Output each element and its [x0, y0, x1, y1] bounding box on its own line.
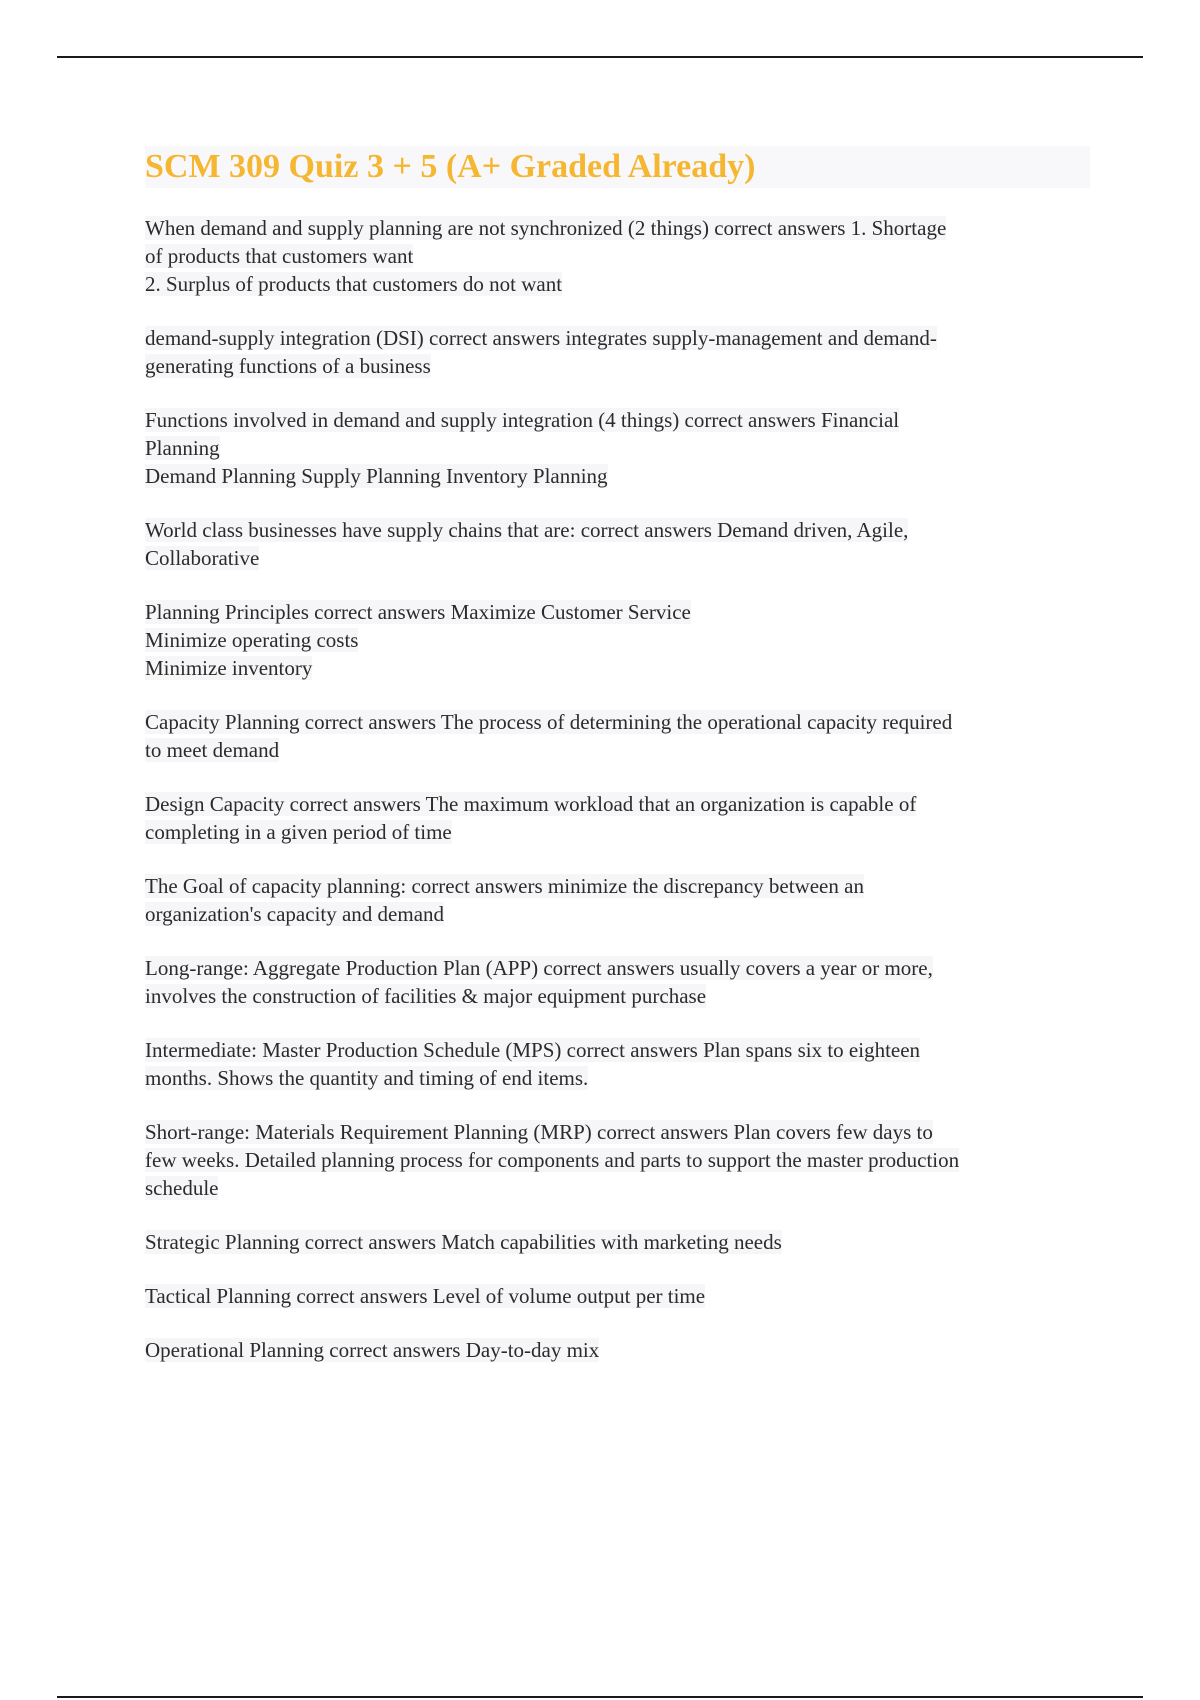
qa-line — [145, 1228, 1090, 1256]
qa-line — [145, 242, 1090, 270]
qa-line-text: Collaborative — [145, 546, 260, 570]
qa-line — [145, 324, 1090, 352]
qa-line — [145, 1118, 1090, 1146]
qa-line-text: few weeks. Detailed planning process for components and parts to support the master production — [145, 1148, 960, 1172]
qa-line — [145, 352, 1090, 380]
qa-line — [145, 434, 1090, 462]
qa-line-text: Functions involved in demand and supply integration (4 things) correct answers Financial — [145, 408, 900, 432]
qa-line-text: The Goal of capacity planning: correct answers minimize the discrepancy between an — [145, 874, 864, 898]
qa-line-text: Intermediate: Master Production Schedule (MPS) correct answers Plan spans six to eighteen — [145, 1038, 921, 1062]
qa-line-text: demand-supply integration (DSI) correct answers integrates supply-management and demand- — [145, 326, 937, 350]
qa-line-text: Capacity Planning correct answers The process of determining the operational capacity required — [145, 710, 953, 734]
qa-line-text: World class businesses have supply chains that are: correct answers Demand driven, Agile, — [145, 518, 909, 542]
qa-line — [145, 598, 1090, 626]
qa-line-text: Short-range: Materials Requirement Planning (MRP) correct answers Plan covers few days to — [145, 1120, 933, 1144]
qa-line — [145, 544, 1090, 572]
qa-line — [145, 708, 1090, 736]
qa-line — [145, 1036, 1090, 1064]
qa-line-text: Minimize operating costs — [145, 628, 359, 652]
qa-line — [145, 1174, 1090, 1202]
qa-line — [145, 818, 1090, 846]
qa-line-text: Long-range: Aggregate Production Plan (APP) correct answers usually covers a year or more, — [145, 956, 933, 980]
qa-line-text: Strategic Planning correct answers Match capabilities with marketing needs — [145, 1230, 782, 1254]
qa-line — [145, 270, 1090, 298]
qa-line — [145, 1336, 1090, 1364]
qa-line-text: schedule — [145, 1176, 219, 1200]
qa-line — [145, 1146, 1090, 1174]
qa-line-text: Design Capacity correct answers The maximum workload that an organization is capable of — [145, 792, 917, 816]
qa-item — [145, 1282, 1090, 1310]
qa-item — [145, 790, 1090, 846]
qa-line — [145, 900, 1090, 928]
qa-line-text: Planning — [145, 436, 220, 460]
qa-line-text: of products that customers want — [145, 244, 414, 268]
document-body — [145, 146, 1090, 1390]
qa-line — [145, 516, 1090, 544]
qa-item — [145, 954, 1090, 1010]
qa-line-text: Tactical Planning correct answers Level of volume output per time — [145, 1284, 706, 1308]
qa-line-text: involves the construction of facilities & major equipment purchase — [145, 984, 707, 1008]
qa-line-text: Demand Planning Supply Planning Inventory Planning — [145, 464, 608, 488]
qa-item — [145, 1036, 1090, 1092]
qa-item — [145, 214, 1090, 298]
qa-line-text: Operational Planning correct answers Day-to-day mix — [145, 1338, 600, 1362]
qa-item — [145, 324, 1090, 380]
qa-line-text: Planning Principles correct answers Maximize Customer Service — [145, 600, 691, 624]
qa-line — [145, 736, 1090, 764]
qa-line-text: 2. Surplus of products that customers do not want — [145, 272, 563, 296]
qa-line-text: to meet demand — [145, 738, 280, 762]
qa-line — [145, 954, 1090, 982]
qa-line — [145, 872, 1090, 900]
qa-item — [145, 598, 1090, 682]
qa-line-text: When demand and supply planning are not synchronized (2 things) correct answers 1. Shortage — [145, 216, 947, 240]
qa-line — [145, 462, 1090, 490]
qa-list — [145, 214, 1090, 1364]
qa-line — [145, 406, 1090, 434]
qa-line-text: Minimize inventory — [145, 656, 313, 680]
qa-line — [145, 626, 1090, 654]
qa-item — [145, 1118, 1090, 1202]
qa-item — [145, 708, 1090, 764]
bottom-rule — [57, 1696, 1143, 1698]
qa-line — [145, 654, 1090, 682]
qa-line — [145, 1282, 1090, 1310]
qa-item — [145, 1336, 1090, 1364]
qa-item — [145, 1228, 1090, 1256]
qa-line — [145, 214, 1090, 242]
qa-item — [145, 516, 1090, 572]
qa-item — [145, 406, 1090, 490]
qa-line-text: generating functions of a business — [145, 354, 431, 378]
qa-line — [145, 1064, 1090, 1092]
qa-item — [145, 872, 1090, 928]
qa-line — [145, 790, 1090, 818]
qa-line-text: organization's capacity and demand — [145, 902, 445, 926]
qa-line — [145, 982, 1090, 1010]
qa-line-text: months. Shows the quantity and timing of end items. — [145, 1066, 589, 1090]
qa-line-text: completing in a given period of time — [145, 820, 452, 844]
top-rule — [57, 56, 1143, 58]
document-title: SCM 309 Quiz 3 + 5 (A+ Graded Already) — [145, 146, 1090, 188]
